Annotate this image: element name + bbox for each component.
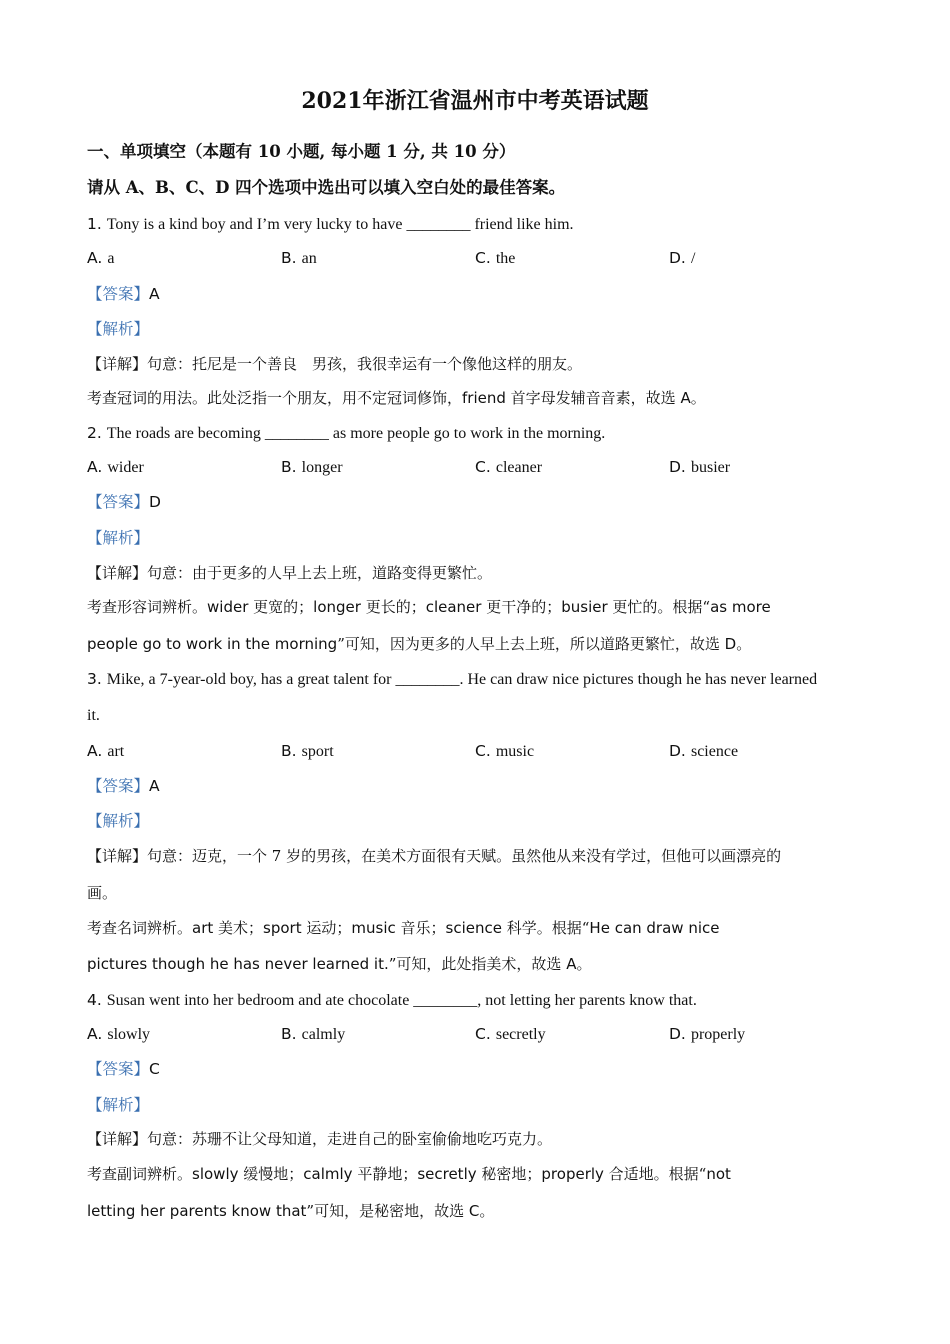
explain-en: pictures though he has never learned it.	[87, 955, 389, 973]
answer-line	[87, 284, 867, 304]
detail-text: 句意：由于更多的人早上去上班，道路变得更繁忙。	[147, 564, 493, 582]
option-a	[87, 1024, 150, 1044]
section-instruction: 请从 A、B、C、D 四个选项中选出可以填入空白处的最佳答案。	[87, 178, 566, 197]
answer-label: 【答案】	[87, 285, 150, 303]
option-text: longer	[301, 459, 343, 476]
option-d	[669, 457, 730, 477]
explain-en: busier	[561, 598, 608, 616]
option-text: art	[107, 743, 125, 760]
explain-cn: ”可知，是秘密地，故选	[306, 1202, 469, 1220]
question-text: Susan went into her bedroom and ate chocolate ________, not letting her parents know that.	[106, 992, 697, 1009]
answer-value: D	[149, 493, 161, 511]
answer-label: 【答案】	[87, 1060, 150, 1078]
question-3-continued: it.	[87, 707, 100, 724]
explain-en: calmly	[303, 1165, 353, 1183]
detail-line	[87, 1129, 867, 1149]
option-c	[475, 1024, 546, 1044]
question-number: 1.	[87, 215, 102, 233]
option-text: music	[495, 743, 535, 760]
explain-en: properly	[541, 1165, 604, 1183]
explain-cn: 。	[576, 955, 592, 973]
analysis-label: 【解析】	[87, 320, 150, 338]
analysis-label: 【解析】	[87, 812, 150, 830]
option-letter: D.	[669, 249, 686, 267]
analysis-line	[87, 1095, 867, 1115]
option-letter: A.	[87, 458, 103, 476]
explain-line	[87, 918, 867, 938]
explain-line	[87, 1201, 867, 1221]
question-3-options	[87, 741, 877, 763]
explain-cn: 。	[690, 389, 706, 407]
option-d	[669, 1024, 745, 1044]
question-2	[87, 423, 867, 444]
explain-en: A	[680, 389, 691, 407]
explain-cn: 更忙的。根据“	[607, 598, 711, 616]
explain-cn: ”可知，此处指美术，故选	[388, 955, 567, 973]
option-a	[87, 457, 144, 477]
option-letter: C.	[475, 249, 491, 267]
option-d	[669, 248, 695, 268]
option-a	[87, 248, 114, 268]
explain-en: letting her parents know that	[87, 1202, 307, 1220]
option-text: an	[301, 250, 317, 267]
option-text: the	[495, 250, 516, 267]
explain-cn: 更干净的；	[481, 598, 562, 616]
option-c	[475, 741, 534, 761]
question-number: 4.	[87, 991, 102, 1009]
explain-en: slowly	[192, 1165, 239, 1183]
question-number: 2.	[87, 424, 102, 442]
question-4	[87, 990, 867, 1011]
explain-cn: 平静地；	[352, 1165, 418, 1183]
explain-line	[87, 1164, 867, 1184]
explain-en: sport	[263, 919, 302, 937]
option-d	[669, 741, 738, 761]
option-letter: C.	[475, 742, 491, 760]
option-letter: A.	[87, 1025, 103, 1043]
explain-cn: 音乐；	[395, 919, 446, 937]
detail-label: 【详解】	[87, 564, 148, 582]
option-text: secretly	[495, 1026, 546, 1043]
answer-line	[87, 492, 867, 512]
option-letter: B.	[281, 458, 297, 476]
option-text: /	[690, 250, 696, 267]
explain-cn: 。	[736, 635, 752, 653]
detail-label: 【详解】	[87, 1130, 148, 1148]
detail-line	[87, 563, 867, 583]
question-1	[87, 214, 867, 235]
question-number: 3.	[87, 670, 102, 688]
explain-cn: 更宽的；	[248, 598, 314, 616]
explain-cn: 。	[479, 1202, 495, 1220]
question-text: Tony is a kind boy and I’m very lucky to have ________ friend like him.	[106, 216, 574, 233]
detail-text: 句意：迈克，一个 7 岁的男孩，在美术方面很有天赋。虽然他从来没有学过，但他可以画漂亮的	[147, 847, 782, 865]
answer-line	[87, 776, 867, 796]
detail-line	[87, 846, 867, 866]
question-text: The roads are becoming ________ as more people go to work in the morning.	[106, 425, 606, 442]
option-letter: B.	[281, 742, 297, 760]
explain-cn: 考查副词辨析。	[87, 1165, 193, 1183]
explain-en: He can draw nice	[589, 919, 720, 937]
explain-cn: 考查冠词的用法。此处泛指一个朋友，用不定冠词修饰，	[87, 389, 463, 407]
explain-line	[87, 597, 867, 617]
option-text: cleaner	[495, 459, 543, 476]
option-text: sport	[301, 743, 334, 760]
question-1-options	[87, 248, 877, 270]
explain-en: cleaner	[425, 598, 482, 616]
answer-value: C	[149, 1060, 160, 1078]
option-text: science	[690, 743, 739, 760]
explain-cn: 科学。根据“	[501, 919, 590, 937]
answer-label: 【答案】	[87, 493, 150, 511]
option-letter: D.	[669, 742, 686, 760]
detail-text: 句意：托尼是一个善良 男孩，我很幸运有一个像他这样的朋友。	[147, 355, 583, 373]
explain-en: secretly	[417, 1165, 477, 1183]
option-letter: A.	[87, 742, 103, 760]
detail-text: 句意：苏珊不让父母知道，走进自己的卧室偷偷地吃巧克力。	[147, 1130, 553, 1148]
question-text: Mike, a 7-year-old boy, has a great talent for ________. He can draw nice pictures though he has never learned	[106, 671, 818, 688]
option-text: calmly	[301, 1026, 346, 1043]
analysis-label: 【解析】	[87, 1096, 150, 1114]
explain-cn: ”可知，因为更多的人早上去上班，所以道路更繁忙，故选	[337, 635, 725, 653]
explain-cn: 秘密地；	[476, 1165, 542, 1183]
option-letter: D.	[669, 458, 686, 476]
explain-cn: 运动；	[301, 919, 352, 937]
explain-line	[87, 388, 867, 408]
option-letter: C.	[475, 458, 491, 476]
answer-line	[87, 1059, 867, 1079]
option-text: a	[107, 250, 115, 267]
option-letter: C.	[475, 1025, 491, 1043]
option-letter: D.	[669, 1025, 686, 1043]
explain-line	[87, 954, 867, 974]
explain-line	[87, 634, 867, 654]
option-text: wider	[107, 459, 144, 476]
page-title: 2021年浙江省温州市中考英语试题	[301, 88, 649, 114]
explain-en: C	[468, 1202, 480, 1220]
explain-cn: 首字母发辅音音素，故选	[505, 389, 681, 407]
section-heading: 一、单项填空（本题有 10 小题, 每小题 1 分, 共 10 分）	[87, 142, 516, 161]
explain-cn: 更长的；	[360, 598, 426, 616]
option-c	[475, 248, 515, 268]
explain-en: people go to work in the morning	[87, 635, 338, 653]
question-3	[87, 669, 867, 690]
explain-en: not	[706, 1165, 731, 1183]
explain-cn: 缓慢地；	[238, 1165, 304, 1183]
analysis-line	[87, 319, 867, 339]
option-a	[87, 741, 124, 761]
option-letter: A.	[87, 249, 103, 267]
explain-en: A	[566, 955, 577, 973]
option-b	[281, 1024, 345, 1044]
analysis-label: 【解析】	[87, 529, 150, 547]
detail-label: 【详解】	[87, 355, 148, 373]
question-2-options	[87, 457, 877, 479]
answer-value: A	[149, 777, 160, 795]
explain-en: music	[351, 919, 396, 937]
option-b	[281, 741, 334, 761]
question-4-options	[87, 1024, 877, 1046]
detail-line	[87, 354, 867, 374]
explain-en: science	[445, 919, 502, 937]
explain-en: art	[192, 919, 214, 937]
explain-cn: 考查形容词辨析。	[87, 598, 208, 616]
option-b	[281, 248, 317, 268]
analysis-line	[87, 811, 867, 831]
explain-en: D	[724, 635, 737, 653]
answer-value: A	[149, 285, 160, 303]
explain-cn: 合适地。根据“	[603, 1165, 707, 1183]
detail-line-continued: 画。	[87, 884, 118, 902]
option-text: properly	[690, 1026, 746, 1043]
option-text: busier	[690, 459, 731, 476]
explain-en: longer	[313, 598, 361, 616]
explain-en: wider	[207, 598, 249, 616]
explain-cn: 美术；	[213, 919, 264, 937]
option-letter: B.	[281, 249, 297, 267]
option-letter: B.	[281, 1025, 297, 1043]
option-text: slowly	[107, 1026, 151, 1043]
explain-cn: 考查名词辨析。	[87, 919, 193, 937]
explain-en: as more	[710, 598, 771, 616]
option-c	[475, 457, 542, 477]
option-b	[281, 457, 343, 477]
answer-label: 【答案】	[87, 777, 150, 795]
analysis-line	[87, 528, 867, 548]
explain-en: friend	[462, 389, 506, 407]
detail-label: 【详解】	[87, 847, 148, 865]
